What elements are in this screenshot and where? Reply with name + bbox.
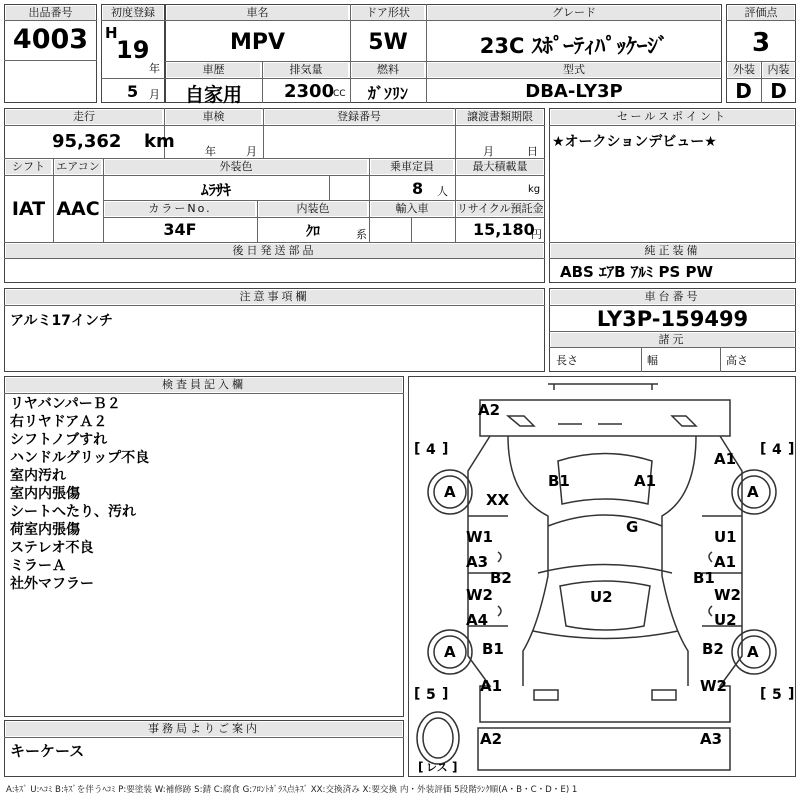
score-label: 評価点 xyxy=(728,6,794,20)
inspection-month-unit: 月 xyxy=(246,145,257,158)
lot-number: 4003 xyxy=(12,24,89,55)
inspector-line: ステレオ不良 xyxy=(10,540,94,556)
damage-mark: W1 xyxy=(466,528,493,546)
capacity-value: 8 xyxy=(412,179,424,198)
specs-width: 幅 xyxy=(647,354,658,367)
capacity-unit: 人 xyxy=(437,185,448,198)
history-value: 自家用 xyxy=(184,84,242,106)
inspector-line: リヤバンパーＢ２ xyxy=(10,396,121,412)
damage-mark: W2 xyxy=(714,586,741,604)
office-label: 事務局よりご案内 xyxy=(6,722,402,736)
int-color-label: 内装色 xyxy=(259,202,367,216)
damage-mark: A xyxy=(747,483,759,501)
first-reg-era: H xyxy=(105,24,118,42)
score-int-label: 内装 xyxy=(763,63,794,77)
first-reg-year-unit: 年 xyxy=(149,62,160,75)
damage-mark: U2 xyxy=(590,588,613,606)
damage-mark: A1 xyxy=(714,450,737,468)
tire-depth-right-rear: 5 xyxy=(772,687,782,703)
damage-mark: B2 xyxy=(490,569,512,587)
int-color-value: ｸﾛ xyxy=(306,224,320,240)
svg-text:]: ] xyxy=(788,441,795,457)
max-load-unit: kg xyxy=(528,184,541,195)
max-load-label: 最大積載量 xyxy=(457,160,543,174)
damage-mark: XX xyxy=(486,491,510,509)
color-no-value: 34F xyxy=(163,220,197,239)
model-code-value: DBA-LY3P xyxy=(525,81,623,102)
transfer-day-unit: 日 xyxy=(527,145,538,158)
door-value: 5W xyxy=(368,30,408,55)
damage-mark: A2 xyxy=(480,730,503,748)
damage-mark: A xyxy=(444,483,456,501)
first-reg-label: 初度登録 xyxy=(103,6,163,20)
damage-mark: W2 xyxy=(466,586,493,604)
inspector-line: ミラーＡ xyxy=(10,558,66,574)
inspection-label: 車検 xyxy=(166,110,261,124)
inspector-line: 室内内張傷 xyxy=(10,486,80,502)
equipment-label: 純正装備 xyxy=(551,244,794,258)
chassis-label: 車台番号 xyxy=(551,290,794,304)
sales-point-text: ★オークションデビュー★ xyxy=(552,134,717,150)
svg-text:[: [ xyxy=(414,686,421,702)
door-label: ドア形状 xyxy=(352,6,424,20)
first-reg-month: 5 xyxy=(127,82,139,101)
recycle-label: リサイクル預託金 xyxy=(457,202,543,215)
damage-mark: A3 xyxy=(466,553,489,571)
inspector-line: 室内汚れ xyxy=(10,468,66,484)
inspection-year-unit: 年 xyxy=(205,145,216,158)
damage-mark: B1 xyxy=(693,569,715,587)
specs-height: 高さ xyxy=(726,354,748,367)
capacity-label: 乗車定員 xyxy=(371,160,453,174)
inspector-line: 右リヤドアＡ２ xyxy=(10,414,108,430)
damage-mark: A3 xyxy=(700,730,723,748)
svg-text:[: [ xyxy=(760,441,767,457)
damage-mark: W2 xyxy=(700,677,727,695)
first-reg-month-unit: 月 xyxy=(149,88,160,101)
shift-label: シフト xyxy=(6,160,51,174)
ext-color-value: ﾑﾗｻｷ xyxy=(200,181,231,199)
fuel-label: 燃料 xyxy=(352,63,424,77)
recycle-unit: 円 xyxy=(531,228,542,241)
specs-length: 長さ xyxy=(556,354,578,367)
ac-label: エアコン xyxy=(56,160,100,173)
score-ext-label: 外装 xyxy=(728,63,760,77)
score-int-value: D xyxy=(770,79,787,103)
inspector-line: 社外マフラー xyxy=(10,576,94,592)
mileage-unit: km xyxy=(144,131,175,152)
damage-mark: B2 xyxy=(702,640,724,658)
inspector-line: シフトノブすれ xyxy=(10,432,108,448)
legend-text: A:ｷｽﾞ U:ﾍｺﾐ B:ｷｽﾞを伴うﾍｺﾐ P:要塗装 W:補修跡 S:錆 C:腐食 G:ﾌﾛﾝﾄｶﾞﾗｽ点ｷｽﾞ XX:交換済み X:要交換 内・外装評価 5段階ﾗﾝｸ順(A・B・C・D・E) 1 xyxy=(6,785,578,795)
displacement-label: 排気量 xyxy=(264,63,348,77)
inspector-label: 検査員記入欄 xyxy=(6,378,402,392)
spare-label: レス xyxy=(426,761,448,774)
inspector-line: 荷室内張傷 xyxy=(10,522,80,538)
ac-value: AAC xyxy=(56,198,100,220)
inspector-line: シートへたり、汚れ xyxy=(10,504,136,520)
transfer-label: 譲渡書類期限 xyxy=(457,110,543,124)
tire-bracket-label: [ xyxy=(414,441,421,457)
damage-mark: A4 xyxy=(466,611,489,629)
svg-text:]: ] xyxy=(788,686,795,702)
damage-mark: A1 xyxy=(634,472,657,490)
notes-label: 注意事項欄 xyxy=(6,290,543,304)
damage-mark: G xyxy=(626,518,639,536)
registration-label: 登録番号 xyxy=(265,110,453,124)
car-name-value: MPV xyxy=(229,30,286,55)
history-label: 車歴 xyxy=(167,63,260,77)
lot-label: 出品番号 xyxy=(6,6,95,20)
svg-text:]: ] xyxy=(452,760,458,774)
svg-text:]: ] xyxy=(442,441,449,457)
fuel-value: ｶﾞｿﾘﾝ xyxy=(367,84,408,103)
score-value: 3 xyxy=(751,28,771,58)
svg-text:]: ] xyxy=(442,686,449,702)
ext-color-label: 外装色 xyxy=(105,160,367,174)
inspector-line: ハンドルグリップ不良 xyxy=(10,450,150,466)
inspector-lines xyxy=(10,395,149,593)
grade-label: グレード xyxy=(428,6,720,20)
tire-depth-left-front: 4 xyxy=(426,442,436,458)
svg-text:[: [ xyxy=(760,686,767,702)
damage-mark: A1 xyxy=(714,553,737,571)
damage-mark: A xyxy=(444,643,456,661)
first-reg-year: 19 xyxy=(116,36,150,64)
office-text: キーケース xyxy=(10,742,85,760)
score-ext-value: D xyxy=(735,79,752,103)
displacement-unit: CC xyxy=(333,89,346,99)
specs-label: 諸元 xyxy=(551,333,794,347)
tire-depth-right-front: 4 xyxy=(772,442,782,458)
displacement-value: 2300 xyxy=(284,81,335,102)
car-damage-diagram xyxy=(408,376,796,777)
notes-text: アルミ17インチ xyxy=(10,313,113,329)
shift-value: IAT xyxy=(11,198,46,220)
import-label: 輸入車 xyxy=(371,202,453,216)
damage-mark: U2 xyxy=(714,611,737,629)
mileage-label: 走行 xyxy=(6,110,162,124)
color-no-label: カラーNo. xyxy=(105,202,255,216)
sales-point-label: セールスポイント xyxy=(551,110,794,124)
later-parts-label: 後日発送部品 xyxy=(6,244,543,258)
damage-mark: A xyxy=(747,643,759,661)
damage-mark: U1 xyxy=(714,528,737,546)
chassis-value: LY3P-159499 xyxy=(596,307,749,331)
mileage-value: 95,362 xyxy=(52,131,122,152)
model-code-label: 型式 xyxy=(428,63,720,77)
svg-text:[: [ xyxy=(418,760,424,774)
transfer-month-unit: 月 xyxy=(483,145,494,158)
equipment-value: ABS ｴｱB ｱﾙﾐ PS PW xyxy=(560,263,714,281)
tire-depth-left-rear: 5 xyxy=(426,687,436,703)
int-color-unit: 系 xyxy=(356,228,367,241)
car-name-label: 車名 xyxy=(167,6,348,20)
damage-mark: B1 xyxy=(482,640,504,658)
damage-mark: A2 xyxy=(478,401,501,419)
recycle-value: 15,180 xyxy=(473,220,535,239)
damage-mark: A1 xyxy=(480,677,503,695)
grade-value: 23C ｽﾎﾟｰﾃｨﾊﾟｯｹｰｼﾞ xyxy=(479,34,669,58)
damage-mark: B1 xyxy=(548,472,570,490)
